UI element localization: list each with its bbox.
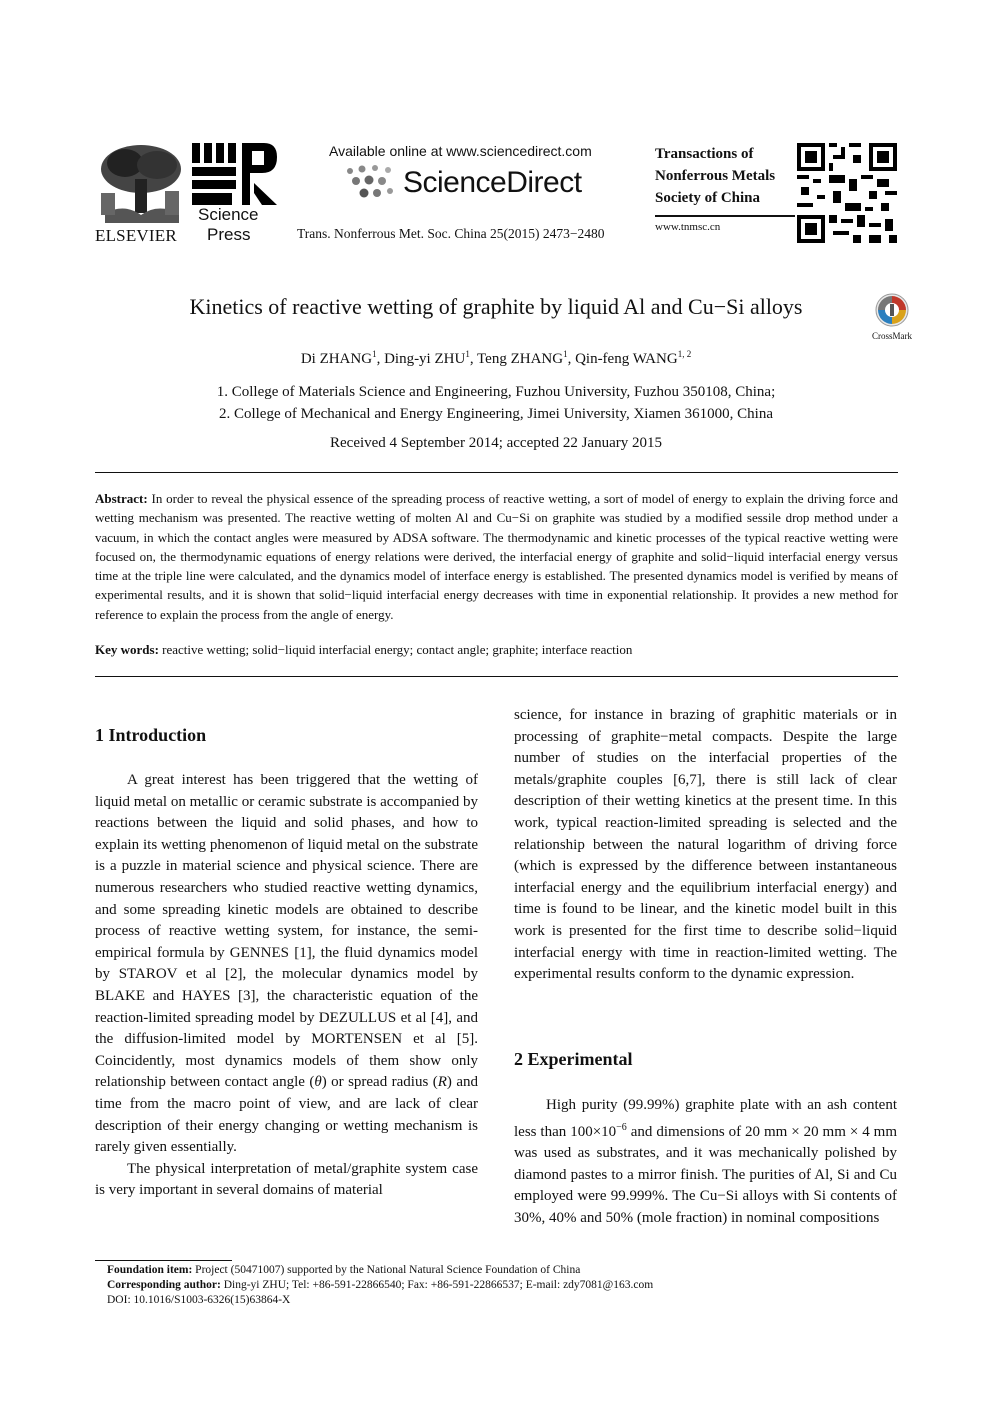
abstract-bottom-rule (95, 676, 898, 677)
journal-url[interactable]: www.tnmsc.cn (655, 221, 721, 233)
right-column-bottom (514, 1095, 897, 1230)
received-dates: Received 4 September 2014; accepted 22 January 2015 (330, 435, 662, 451)
masthead-rule (655, 215, 795, 217)
intro-paragraph-2-continued: science, for instance in brazing of graphitic materials or in processing of graphite−metal compacts. Despite the large number of studies on the interfacial properties of the metals/graphite couples [6,7], there is still lack of clear description of their wetting kinetics at the present time. In this work, typical reaction-limited spreading is selected and the relationship between the natural logarithm of driving force (which is expressed by the difference between instantaneous interfacial energy and the equilibrium interfacial energy) and time is found to be linear, and the kinetic model built in this work is presented for the first time to describe solid−liquid interfacial energy with time in reaction-limited wetting. The experimental results conform to the dynamic expression. (514, 707, 897, 983)
theta-symbol: θ (314, 1074, 322, 1091)
affiliation-1: 1. College of Materials Science and Engineering, Fuzhou University, Fuzhou 350108, China; (216, 384, 776, 400)
masthead-line1: Transactions of (655, 146, 754, 162)
footnote-foundation: Foundation item: Project (50471007) supported by the National Natural Science Foundation of China (107, 1264, 581, 1276)
section-heading-introduction: 1 Introduction (95, 725, 207, 745)
author-list: Di ZHANG$^1$, Ding-yi ZHU$^1$, Teng ZHANG$^1$, Qin-feng WANG$^{1, 2}$ (300, 349, 692, 367)
affiliation-2: 2. College of Mechanical and Energy Engineering, Jimei University, Xiamen 361000, China (218, 406, 774, 422)
qr-code-icon (797, 143, 897, 243)
paper-title: Kinetics of reactive wetting of graphite by liquid Al and Cu−Si alloys (189, 294, 803, 319)
abstract (95, 489, 898, 624)
author-affil-mark: 1, 2 (677, 349, 692, 359)
author-name: Ding-yi ZHU (384, 351, 466, 367)
science-press-line1: Science (198, 205, 259, 224)
keywords-text: reactive wetting; solid−liquid interfacial energy; contact angle; graphite; interface reaction (162, 642, 633, 657)
author-affil-mark: 1 (563, 349, 568, 359)
crossmark-label: CrossMark (872, 331, 912, 341)
section-heading-experimental: 2 Experimental (514, 1049, 633, 1069)
intro-paragraph-1: A great interest has been triggered that the wetting of liquid metal on metallic or ceramic substrate is accompanied by reactions between the liquid and solid phases, and how to explain its wetting phenomenon of liquid metal on the substrate is a puzzle in material science and physical science. There are numerous researchers who studied reactive wetting dynamics, and some spreading kinetic models are obtained to describe process of reactive wetting system, for instance, the semi-empirical formula by GENNES [1], the fluid dynamics model by STAROV et al [2], the molecular dynamics model by BLAKE and HAYES [3], the characteristic equation of the reaction-limited spreading model by DEZULLUS et al [4], and the diffusion-limited model by MORTENSEN et al [5]. Coincidently, most dynamics models of them show only relationship between contact angle (θ) or spread radius (R) and time from the macro point of view, and are lack of clear description of their energy changing or wetting mechanism is rarely given essentially. (95, 772, 479, 1156)
left-column (95, 770, 478, 1202)
abstract-label: Abstract: (95, 491, 148, 506)
footnote-doi[interactable]: DOI: 10.1016/S1003-6326(15)63864-X (107, 1294, 291, 1306)
author-name: Qin-feng WANG (575, 351, 678, 367)
keywords (95, 642, 898, 658)
footnote-corresponding-author: Corresponding author: Ding-yi ZHU; Tel: +86-591-22866540; Fax: +86-591-22866537; E-mail: zdy7081@163.com (107, 1279, 654, 1291)
sciencedirect-wordmark: ScienceDirect (403, 166, 582, 199)
masthead-line2: Nonferrous Metals (655, 168, 776, 184)
available-online-text: Available online at www.sciencedirect.com (329, 143, 592, 159)
journal-masthead (655, 143, 795, 233)
right-column-top (514, 705, 897, 986)
author-affil-mark: 1 (465, 349, 470, 359)
keywords-label: Key words: (95, 642, 159, 657)
science-press-line2: Press (207, 225, 251, 244)
science-press-logo (192, 143, 277, 205)
sciencedirect-dots-icon (342, 163, 398, 203)
elsevier-wordmark: ELSEVIER (95, 226, 177, 245)
author-name: Di ZHANG (300, 351, 373, 367)
abstract-text: In order to reveal the physical essence of the spreading process of reactive wetting, a sort of model of energy to explain the driving force and wetting mechanism was presented. The reactive wetting of molten Al and Cu−Si on graphite was studied by a modified sessile drop method under a vacuum, in which the contact angles were measured by ADSA software. The thermodynamic and kinetic processes of the typical reactive wetting were focused on, the thermodynamic equations of energy relations were derived, the interfacial energy of graphite and solid−liquid interfacial energy versus time at the triple line were calculated, and the dynamics model of interface energy is established. The presented dynamics model is verified by means of experimental results, and it is shown that solid−liquid interfacial energy decreases with time in exponential relationship. It provides a new method for reference to explain the process from the angle of energy. (95, 491, 898, 622)
abstract-top-rule (95, 472, 898, 473)
crossmark-badge[interactable] (870, 292, 914, 340)
intro-paragraph-2: The physical interpretation of metal/graphite system case is very important in several domains of material (95, 1160, 478, 1199)
exponent: −6 (616, 1121, 627, 1133)
crossmark-icon (870, 292, 914, 328)
journal-citation: Trans. Nonferrous Met. Soc. China 25(2015) 2473−2480 (297, 226, 605, 241)
author-affil-mark: 1 (372, 349, 377, 359)
elsevier-tree-logo (95, 143, 187, 227)
footnote-rule (95, 1260, 232, 1261)
experimental-paragraph-1: High purity (99.99%) graphite plate with an ash content less than $100\times 10^{-6}$ and dimensions of 20 mm × 20 mm × 4 mm was used as substrates, and it was mechanically polished by diamond pastes to a mirror finish. The purities of Al, Si and Cu employed were 99.999%. The Cu−Si alloys with Si contents of 30%, 40% and 50% (mole fraction) in nominal compositions (514, 1097, 897, 1226)
masthead-line3: Society of China (655, 190, 760, 206)
radius-symbol: R (437, 1074, 447, 1091)
author-name: Teng ZHANG (477, 351, 564, 367)
